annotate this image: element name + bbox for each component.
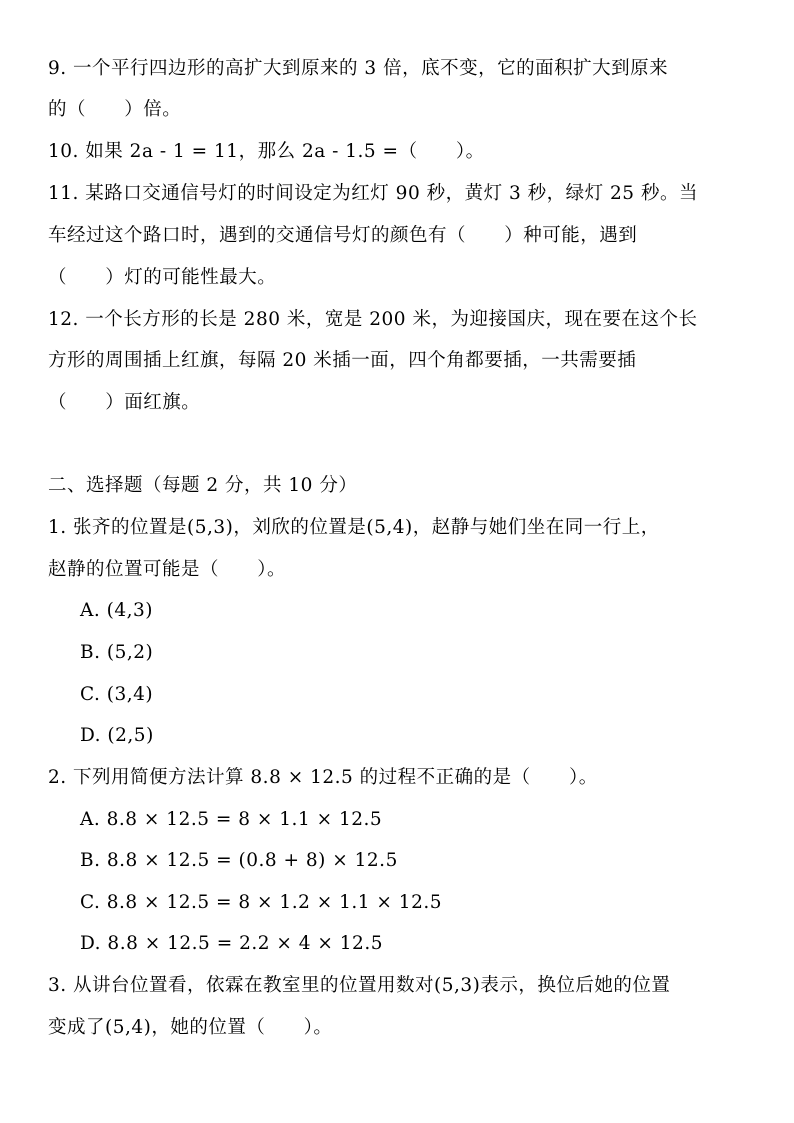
choice-question-1-option-c: C. (3,4)	[80, 684, 154, 705]
choice-question-2-option-a: A. 8.8 × 12.5 = 8 × 1.1 × 12.5	[80, 809, 383, 830]
choice-question-3-line-1: 3. 从讲台位置看，依霖在教室里的位置用数对(5,3)表示，换位后她的位置	[48, 975, 671, 996]
choice-question-1-option-d: D. (2,5)	[80, 725, 154, 746]
question-12-line-1: 12. 一个长方形的长是 280 米，宽是 200 米，为迎接国庆，现在要在这个长	[48, 309, 698, 330]
question-11-line-2: 车经过这个路口时，遇到的交通信号灯的颜色有（ ）种可能，遇到	[48, 225, 638, 246]
choice-question-1-line-1: 1. 张齐的位置是(5,3)，刘欣的位置是(5,4)，赵静与她们坐在同一行上，	[48, 517, 660, 538]
choice-question-1-option-a: A. (4,3)	[80, 600, 153, 621]
question-12-line-2: 方形的周围插上红旗，每隔 20 米插一面，四个角都要插，一共需要插	[48, 350, 637, 371]
question-11-line-1: 11. 某路口交通信号灯的时间设定为红灯 90 秒，黄灯 3 秒，绿灯 25 秒。当	[48, 183, 698, 204]
question-9-line-1: 9. 一个平行四边形的高扩大到原来的 3 倍，底不变，它的面积扩大到原来	[48, 58, 669, 79]
question-12-line-3: （ ）面红旗。	[48, 392, 201, 413]
choice-question-3-line-2: 变成了(5,4)，她的位置（ ）。	[48, 1017, 333, 1038]
choice-question-1-line-2: 赵静的位置可能是（ ）。	[48, 559, 287, 580]
section-heading: 二、选择题（每题 2 分，共 10 分）	[48, 475, 358, 496]
choice-question-2-option-c: C. 8.8 × 12.5 = 8 × 1.2 × 1.1 × 12.5	[80, 892, 442, 913]
question-10-line-1: 10. 如果 2a - 1 = 11，那么 2a - 1.5 =（ ）。	[48, 141, 485, 162]
question-11-line-3: （ ）灯的可能性最大。	[48, 267, 277, 288]
choice-question-2-option-b: B. 8.8 × 12.5 = (0.8 + 8) × 12.5	[80, 850, 398, 871]
question-9-line-2: 的（ ）倍。	[48, 99, 182, 120]
choice-question-1-option-b: B. (5,2)	[80, 642, 154, 663]
choice-question-2-option-d: D. 8.8 × 12.5 = 2.2 × 4 × 12.5	[80, 933, 383, 954]
choice-question-2-line-1: 2. 下列用简便方法计算 8.8 × 12.5 的过程不正确的是（ ）。	[48, 767, 598, 788]
